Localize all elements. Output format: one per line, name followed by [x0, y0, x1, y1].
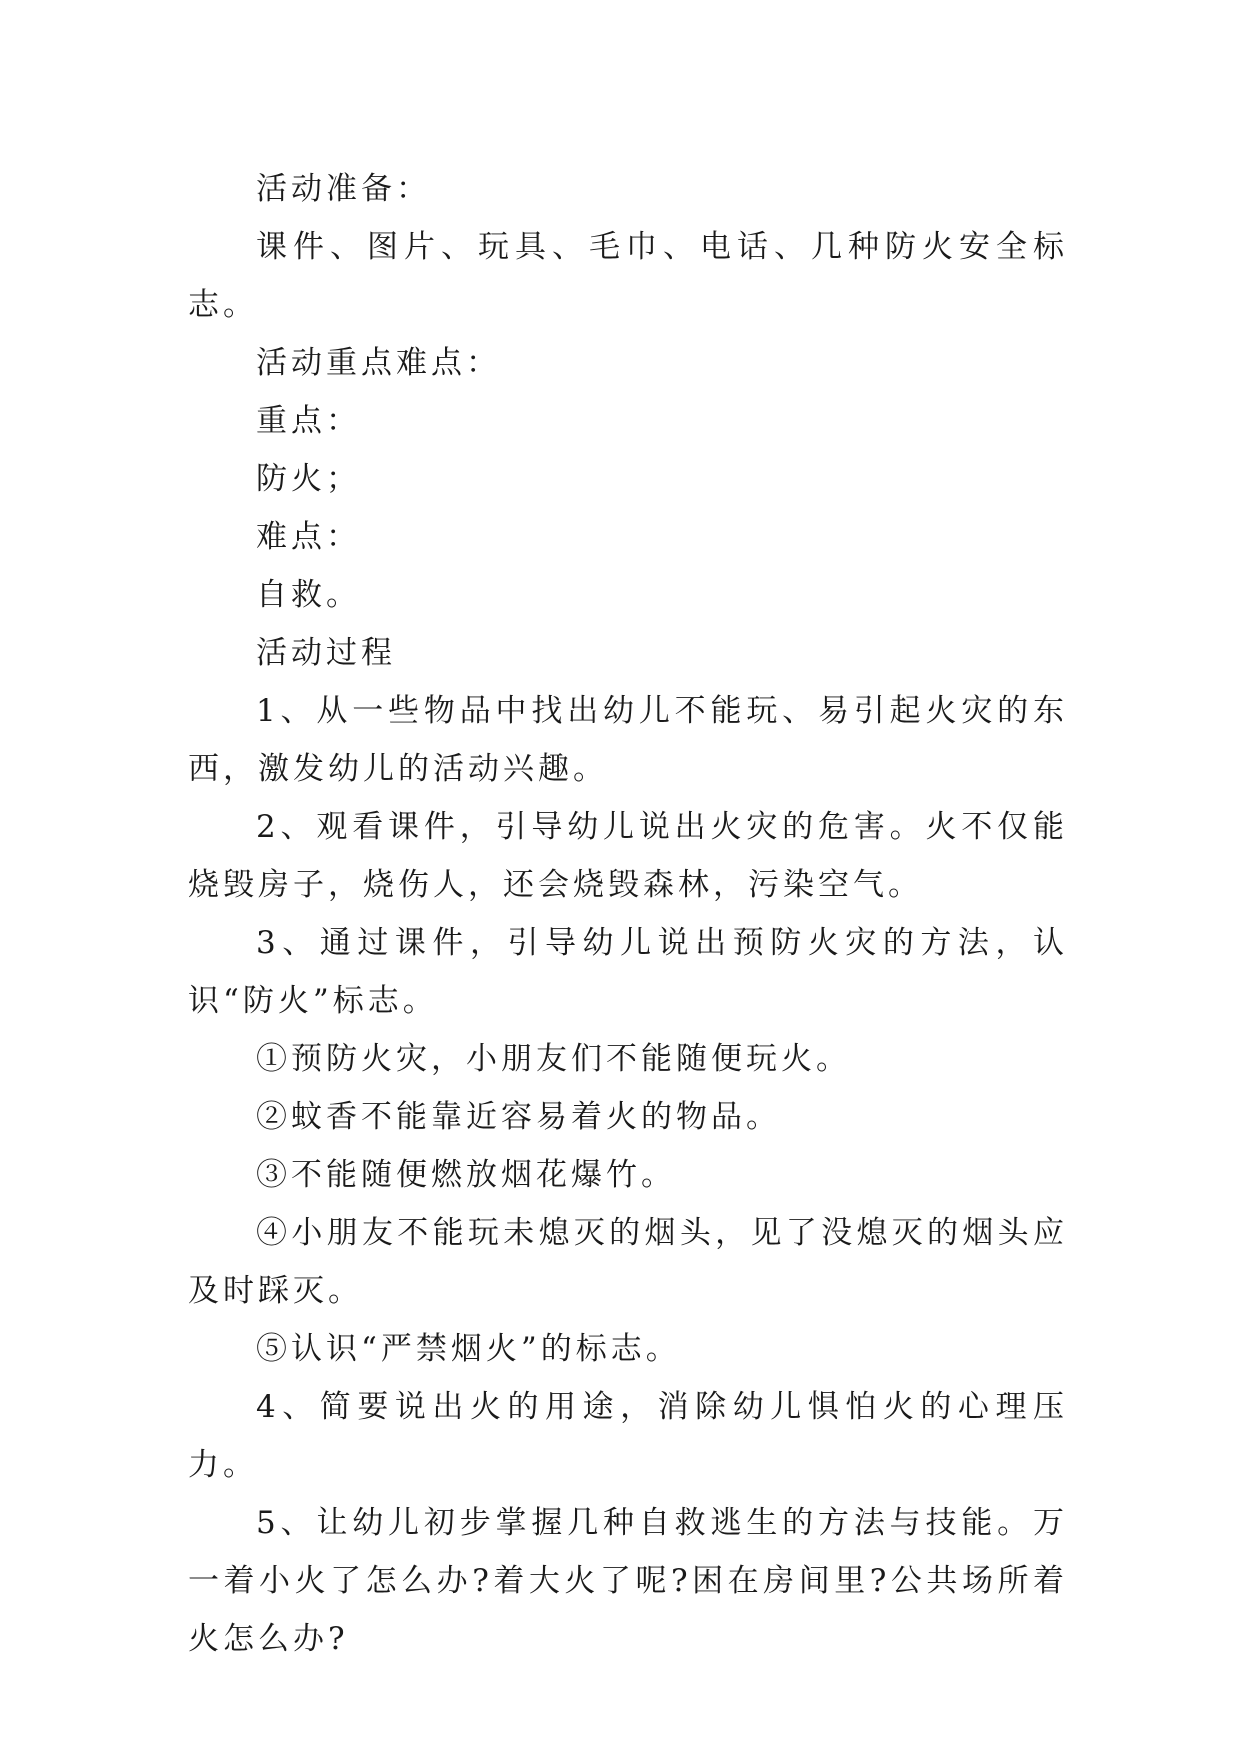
sub-item-1: ①预防火灾，小朋友们不能随便玩火。 — [256, 1041, 851, 1077]
heading-activity-preparation: 活动准备： — [256, 171, 431, 207]
process-step-2: 2、观看课件，引导幼儿说出火灾的危害。火不仅能烧毁房子，烧伤人，还会烧毁森林，污染空气。 — [188, 809, 1068, 903]
heading-key-points: 活动重点难点： — [256, 345, 501, 381]
label-difficulty: 难点： — [256, 519, 361, 555]
document-body — [188, 160, 1068, 1668]
difficulty-text: 自救。 — [256, 577, 361, 613]
sub-item-5: ⑤认识“严禁烟火”的标志。 — [256, 1331, 681, 1367]
sub-item-3: ③不能随便燃放烟花爆竹。 — [256, 1157, 676, 1193]
process-step-4: 4、简要说出火的用途，消除幼儿惧怕火的心理压力。 — [188, 1389, 1068, 1483]
process-step-1: 1、从一些物品中找出幼儿不能玩、易引起火灾的东西，激发幼儿的活动兴趣。 — [188, 693, 1068, 787]
heading-activity-process: 活动过程 — [256, 635, 396, 671]
preparation-materials: 课件、图片、玩具、毛巾、电话、几种防火安全标志。 — [188, 229, 1068, 323]
process-step-3: 3、通过课件，引导幼儿说出预防火灾的方法，认识“防火”标志。 — [188, 925, 1068, 1019]
process-step-5: 5、让幼儿初步掌握几种自救逃生的方法与技能。万一着小火了怎么办?着大火了呢?困在房间里?公共场所着火怎么办? — [188, 1505, 1068, 1657]
label-key-point: 重点： — [256, 403, 361, 439]
sub-item-2: ②蚊香不能靠近容易着火的物品。 — [256, 1099, 781, 1135]
sub-item-4: ④小朋友不能玩未熄灭的烟头，见了没熄灭的烟头应及时踩灭。 — [188, 1215, 1068, 1309]
key-point-text: 防火； — [256, 461, 361, 497]
